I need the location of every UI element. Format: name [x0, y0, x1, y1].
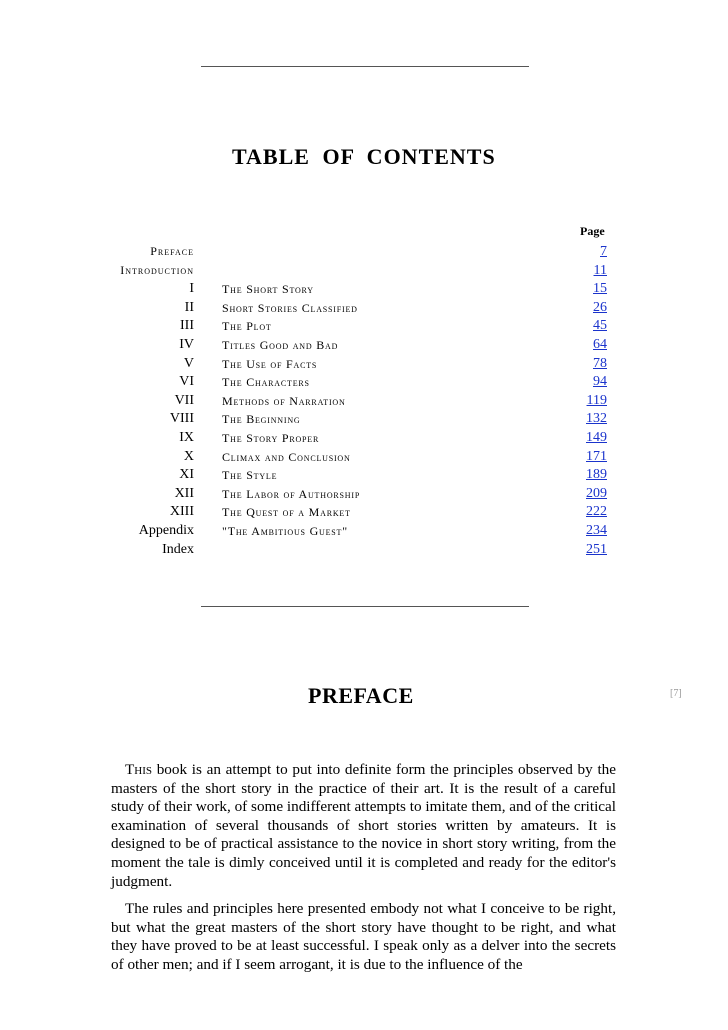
toc-entry-page-link[interactable]: 209: [586, 485, 607, 501]
toc-entry: [0, 356, 728, 374]
toc-entry-number: Index: [162, 541, 194, 557]
toc-entry-page-link[interactable]: 64: [593, 337, 607, 352]
toc-entry: [0, 411, 728, 429]
toc-entry: [0, 337, 728, 355]
toc-entry-title: "The Ambitious Guest": [222, 524, 348, 538]
preface-paragraph-2: The rules and principles here presented embody not what I conceive to be right, but what the great masters of the short story have thought to be right, and what they have proved to be at least successful. I speak only as a delver into the secrets of other men; and if I seem arrogant, it is due to the influence of the: [111, 900, 616, 973]
top-divider: [201, 66, 529, 67]
toc-entry-number: VIII: [169, 411, 194, 427]
toc-entry-number: XII: [174, 485, 194, 501]
toc-entry-title: Titles Good and Bad: [222, 338, 339, 352]
toc-entry-number: II: [184, 299, 194, 315]
toc-entry-page-link[interactable]: 149: [586, 430, 607, 445]
toc-entry: [0, 263, 728, 281]
preface-paragraph-1: [111, 761, 616, 891]
toc-entry-title: The Beginning: [222, 412, 301, 427]
toc-entry-number: Preface: [150, 244, 194, 258]
toc-entry-title: The Labor of Authorship: [222, 486, 361, 501]
toc-entry-number: XIII: [169, 504, 194, 520]
toc-entry-page-link[interactable]: 78: [593, 355, 607, 371]
toc-entry-number: X: [183, 448, 194, 464]
toc-entry: [0, 467, 728, 485]
toc-entry: [0, 449, 728, 467]
toc-entry: [0, 318, 728, 336]
toc-entry-page-link[interactable]: 132: [586, 411, 607, 427]
preface-title: PREFACE: [308, 683, 414, 708]
toc-entry: [0, 523, 728, 541]
toc-entry-number: XI: [179, 467, 194, 483]
toc-entry-title: The Plot: [222, 319, 272, 334]
toc-entry-number: VII: [174, 392, 194, 408]
toc-entry-number: I: [189, 281, 194, 297]
toc-entry-title: Short Stories Classified: [222, 300, 358, 315]
toc-entry: [0, 542, 728, 560]
toc-entry-page-link[interactable]: 26: [593, 299, 607, 315]
toc-entry-page-link[interactable]: 15: [593, 281, 607, 297]
toc-entry-number: IV: [179, 337, 194, 352]
preface-lead-word: This: [125, 761, 153, 778]
toc-entry: [0, 486, 728, 504]
toc-entry-page-link[interactable]: 189: [586, 467, 607, 483]
toc-title-text: TABLE OF CONTENTS: [232, 144, 496, 169]
bottom-divider: [201, 606, 529, 607]
toc-entry-page-link[interactable]: 222: [586, 504, 607, 520]
toc-entry: [0, 281, 728, 299]
toc-entry-title: Climax and Conclusion: [222, 449, 351, 464]
toc-entry-page-link[interactable]: 11: [593, 262, 607, 278]
toc-entry-number: V: [183, 355, 194, 371]
toc-entry-page-link[interactable]: 251: [586, 541, 607, 557]
toc-entry-title: The Use of Facts: [222, 356, 318, 371]
toc-entry-title: The Style: [222, 468, 278, 483]
toc-entry-title: The Short Story: [222, 282, 314, 297]
toc-entry-page-link[interactable]: 171: [586, 448, 607, 464]
toc-entry-number: III: [180, 318, 194, 334]
toc-entry-number: IX: [179, 430, 194, 445]
toc-entry: [0, 244, 728, 262]
toc-entry-page-link[interactable]: 7: [600, 244, 607, 259]
toc-entry: [0, 374, 728, 392]
toc-entry-number: VI: [179, 374, 194, 390]
toc-entry-title: The Quest of a Market: [222, 505, 351, 520]
toc-entry-number: Appendix: [138, 523, 194, 538]
toc-entry: [0, 504, 728, 522]
toc-entry-page-link[interactable]: 119: [586, 392, 607, 408]
toc-page-header: Page: [580, 224, 605, 238]
toc-entry-title: The Characters: [222, 375, 310, 390]
toc-entry-page-link[interactable]: 45: [593, 318, 607, 334]
toc-entry-title: Methods of Narration: [222, 393, 346, 408]
preface-paragraph-1-text: book is an attempt to put into definite form the principles observed by the masters of the short story in the practice of their art. It is the result of a careful study of their work, of some indifferent attempts to imitate them, and of the critical examination of several thousands of short stories written by amateurs. It is designed to be of practical assistance to the novice in short story writing, from the moment the tale is dimly conceived until it is completed and ready for the editor's judgment.: [111, 761, 616, 890]
toc-entry: [0, 393, 728, 411]
toc-entry-title: The Story Proper: [222, 431, 320, 445]
page-marker: [7]: [670, 688, 682, 699]
toc-entry: [0, 300, 728, 318]
toc-entry: [0, 430, 728, 448]
toc-entry-page-link[interactable]: 234: [586, 523, 607, 538]
toc-entry-page-link[interactable]: 94: [593, 374, 607, 390]
toc-entry-number: Introduction: [120, 262, 194, 277]
